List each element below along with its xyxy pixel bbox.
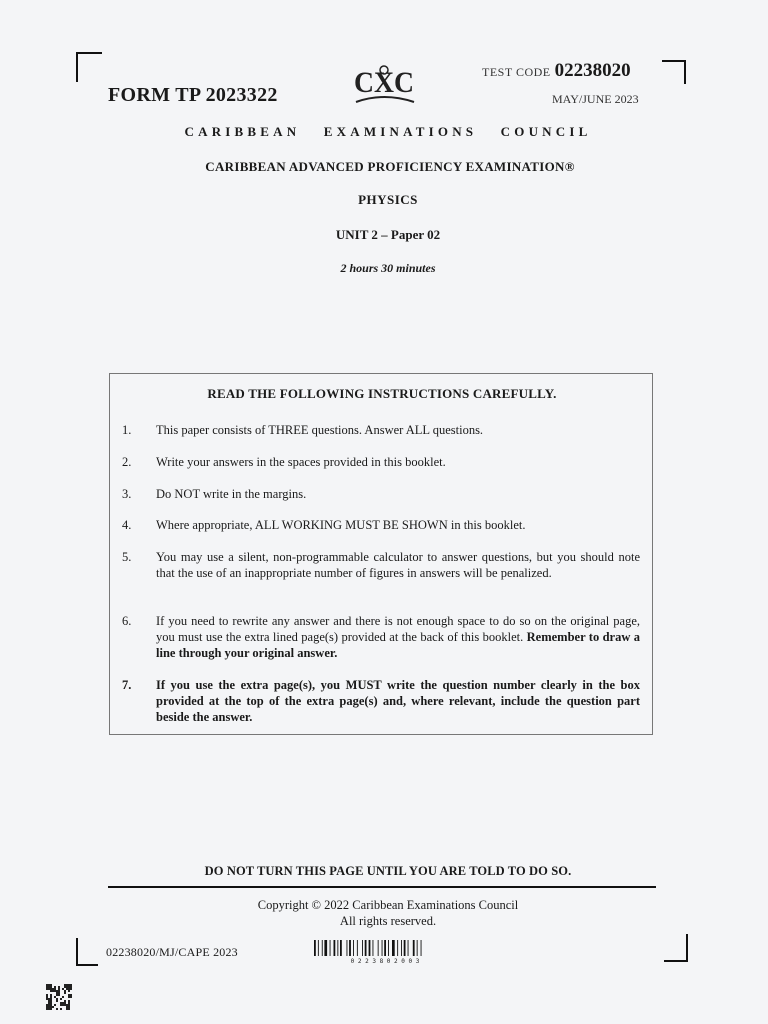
crop-mark-bottom-right [664, 934, 688, 962]
logo-text: CXC [354, 66, 414, 99]
copyright-notice: Copyright © 2022 Caribbean Examinations Council All rights reserved. [257, 898, 519, 928]
subject-name: PHYSICS [358, 192, 418, 207]
test-code-value: 02238020 [554, 60, 631, 81]
instruction-text: Do NOT write in the margins. [156, 487, 307, 501]
footer-divider [108, 886, 656, 888]
exam-name: CARIBBEAN ADVANCED PROFICIENCY EXAMINATION® [205, 159, 575, 174]
test-code [482, 60, 631, 82]
do-not-turn-warning: DO NOT TURN THIS PAGE UNTIL YOU ARE TOLD TO DO SO. [204, 864, 572, 878]
instruction-text: If you use the extra page(s), you MUST write the question number clearly in the box provided at the top of the extra page(s) and, where relevant, include the question part beside the answer. [156, 678, 640, 724]
instruction-emphasis: Remember to draw a line through your original answer. [156, 630, 641, 660]
instruction-text: You may use a silent, non-programmable calculator to answer questions, but you should note that the use of an inappropriate number of figures in answers will be penalized. [156, 550, 640, 580]
barcode-digits: 0 2 2 3 8 0 2 0 0 3 [350, 958, 420, 964]
unit-paper: UNIT 2 – Paper 02 [335, 227, 441, 242]
instructions-box: READ THE FOLLOWING INSTRUCTIONS CAREFULLY. 1. This paper consists of THREE questions. Answer ALL questions. 2. Write your answers in the spaces provided in this booklet. 3. Do NOT write in the margins. 4. Where appropriate, ALL WORKING MUST BE SHOWN in this booklet. 5. You may use a silent, non-programmable calculator to answer questions, but you should note that the use of an inappropriate number of figures in answers will be penalized. 6. If you need to rewrite any answer and there is not enough space to do so on the original page, you must use the extra lined page(s) provided at the back of this booklet. Remember to draw a line through your original answer. 7. If you use the extra page(s), you MUST write the question number clearly in the box provided at the top of the extra page(s) and, where relevant, include the question part beside the answer. [109, 373, 653, 735]
instruction-text: Write your answers in the spaces provided in this booklet. [156, 455, 446, 469]
instruction-text: Where appropriate, ALL WORKING MUST BE SHOWN in this booklet. [156, 518, 526, 532]
exam-duration: 2 hours 30 minutes [340, 261, 436, 275]
crop-mark-bottom-left [76, 938, 98, 966]
council-name: CARIBBEAN EXAMINATIONS COUNCIL [184, 124, 592, 139]
form-code: FORM TP 2023322 [108, 84, 278, 106]
instruction-text: This paper consists of THREE questions. Answer ALL questions. [156, 423, 484, 437]
qr-code-icon [46, 984, 72, 1010]
paper-code: 02238020/MJ/CAPE 2023 [106, 945, 238, 959]
instructions-title: READ THE FOLLOWING INSTRUCTIONS CAREFULLY. [207, 386, 557, 401]
instruction-text: If you need to rewrite any answer and there is not enough space to do so on the original page, you must use the extra lined page(s) provided at the back of this booklet. Remember to draw a line through your original answer. [156, 614, 641, 660]
crop-mark-top-right [662, 60, 686, 84]
exam-session: MAY/JUNE 2023 [552, 92, 639, 106]
barcode-icon [310, 940, 460, 964]
crop-mark-top-left [76, 52, 102, 82]
test-code-label: TEST CODE [482, 65, 551, 79]
cxc-logo-icon [350, 62, 418, 108]
